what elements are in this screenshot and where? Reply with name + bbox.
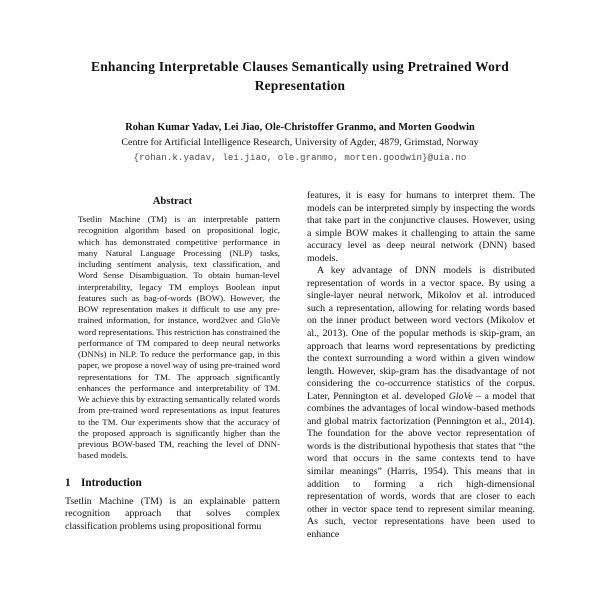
two-column-body (0, 190, 600, 600)
affiliation: Centre for Artificial Intelligence Research, University of Agder, 4879, Grimstad, Norway (121, 136, 479, 148)
right-paragraph-2-part-1: A key advantage of DNN models is distributed representation of words in a vector space. By using a single-layer neural network, Mikolov et al. introduced such a representation, allowing for relating words based on the inner product between word vectors (Mikolov et al., 2013). One of the popular methods is skip-gram, an approach that learns word representations by predicting the context surrounding a word within a given window length. However, skip-gram has the disadvantage of not considering the co-occurrence statistics of the corpus. Later, Pennington et al. developed (307, 265, 535, 402)
author-list: Rohan Kumar Yadav, Lei Jiao, Ole-Christoffer Granmo, and Morten Goodwin (125, 122, 475, 133)
section-number: 1 (65, 476, 71, 489)
right-paragraph-1: features, it is easy for humans to interpret them. The models can be interpreted simply by inspecting the words that take part in the conjunctive clauses. However, using a simple BOW makes it challenging to attain the same accuracy level as deep neural network (DNN) based models. (307, 190, 535, 264)
right-paragraph-2 (307, 265, 535, 541)
contact-emails: {rohan.k.yadav, lei.jiao, ole.granmo, morten.goodwin}@uia.no (133, 151, 467, 163)
introduction-paragraph: Tsetlin Machine (TM) is an explainable pattern recognition approach that solves complex classification problems using propositional formu (65, 495, 280, 532)
right-paragraph-2-part-2: – a model that combines the advantages of local window-based methods and global matrix factorization (Pennington et al., 2014). The foundation for the above vector representation of words is the distributional hypothesis that states that “the word that occurs in the same contexts tend to have similar meanings” (Harris, 1954). This means that in addition to forming a rich high-dimensional representation of words, words that are closer to each other in vector space tend to represent similar meaning. As such, vector representations have been used to enhance (307, 390, 535, 540)
abstract-heading: Abstract (152, 196, 193, 207)
section-title: Introduction (81, 476, 142, 489)
left-column (65, 190, 280, 600)
page-title: Enhancing Interpretable Clauses Semantically using Pretrained Word Representation (91, 59, 509, 93)
paper-header (0, 0, 600, 163)
glove-term: GloVe (448, 390, 473, 402)
right-column (307, 190, 535, 600)
abstract-text: Tsetlin Machine (TM) is an interpretable pattern recognition algorithm based on propositional logic, which has demonstrated competitive performance in many Natural Language Processing (NLP) tasks, including sentiment analysis, text classification, and Word Sense Disambiguation. To obtain human-level interpretability, legacy TM employs Boolean input features such as bag-of-words (BOW). However, the BOW representation makes it difficult to use any pre-trained information, for instance, word2vec and GloVe word representations. This restriction has constrained the performance of TM compared to deep neural networks (DNNs) in NLP. To reduce the performance gap, in this paper, we propose a novel way of using pre-trained word representations for TM. The approach significantly enhances the performance and interpretability of TM. We achieve this by extracting semantically related words from pre-trained word representations as input features to the TM. Our experiments show that the accuracy of the proposed approach is significantly higher than the previous BOW-based TM, reaching the level of DNN-based models. (78, 214, 280, 461)
section-heading-introduction (65, 477, 280, 489)
